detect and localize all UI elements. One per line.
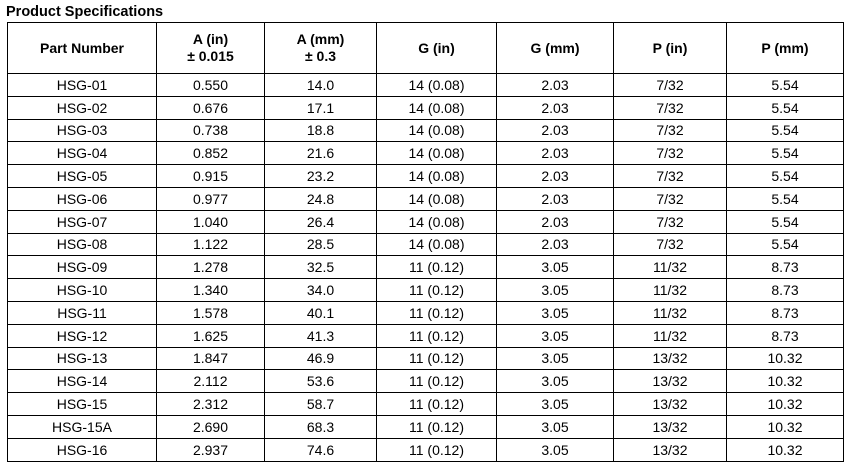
table-row xyxy=(8,256,844,279)
cell-a-mm: 26.4 xyxy=(265,210,377,233)
cell-p-in: 7/32 xyxy=(614,165,727,188)
cell-p-in: 7/32 xyxy=(614,74,727,97)
cell-g-mm: 3.05 xyxy=(497,347,614,370)
cell-g-mm: 3.05 xyxy=(497,256,614,279)
cell-part-number: HSG-03 xyxy=(8,119,157,142)
cell-g-in: 11 (0.12) xyxy=(377,324,497,347)
cell-g-mm: 2.03 xyxy=(497,142,614,165)
cell-a-mm: 53.6 xyxy=(265,370,377,393)
cell-a-in: 1.340 xyxy=(157,279,265,302)
table-row xyxy=(8,438,844,461)
cell-a-in: 2.937 xyxy=(157,438,265,461)
cell-g-in: 14 (0.08) xyxy=(377,165,497,188)
cell-g-mm: 3.05 xyxy=(497,301,614,324)
cell-g-in: 14 (0.08) xyxy=(377,74,497,97)
cell-g-in: 14 (0.08) xyxy=(377,96,497,119)
table-row xyxy=(8,96,844,119)
cell-p-mm: 10.32 xyxy=(727,393,844,416)
cell-g-mm: 3.05 xyxy=(497,324,614,347)
cell-g-in: 11 (0.12) xyxy=(377,370,497,393)
cell-p-in: 11/32 xyxy=(614,301,727,324)
cell-p-in: 7/32 xyxy=(614,187,727,210)
cell-p-mm: 5.54 xyxy=(727,96,844,119)
cell-a-mm: 74.6 xyxy=(265,438,377,461)
cell-g-mm: 3.05 xyxy=(497,438,614,461)
cell-p-mm: 8.73 xyxy=(727,324,844,347)
cell-p-in: 13/32 xyxy=(614,393,727,416)
cell-g-in: 11 (0.12) xyxy=(377,347,497,370)
page-title: Product Specifications xyxy=(6,4,164,20)
cell-p-mm: 5.54 xyxy=(727,233,844,256)
cell-part-number: HSG-02 xyxy=(8,96,157,119)
cell-a-in: 0.977 xyxy=(157,187,265,210)
header-part-number-label: Part Number xyxy=(39,39,125,56)
cell-p-in: 7/32 xyxy=(614,233,727,256)
cell-p-in: 11/32 xyxy=(614,256,727,279)
table-row xyxy=(8,165,844,188)
cell-part-number: HSG-06 xyxy=(8,187,157,210)
cell-a-in: 0.852 xyxy=(157,142,265,165)
cell-p-in: 13/32 xyxy=(614,438,727,461)
cell-g-in: 11 (0.12) xyxy=(377,393,497,416)
table-row xyxy=(8,119,844,142)
cell-p-mm: 5.54 xyxy=(727,142,844,165)
cell-a-in: 0.915 xyxy=(157,165,265,188)
cell-g-in: 14 (0.08) xyxy=(377,142,497,165)
cell-p-in: 7/32 xyxy=(614,142,727,165)
cell-g-in: 11 (0.12) xyxy=(377,301,497,324)
table-row xyxy=(8,393,844,416)
cell-p-mm: 8.73 xyxy=(727,279,844,302)
cell-a-mm: 46.9 xyxy=(265,347,377,370)
cell-g-in: 14 (0.08) xyxy=(377,187,497,210)
cell-a-mm: 58.7 xyxy=(265,393,377,416)
cell-a-mm: 34.0 xyxy=(265,279,377,302)
cell-part-number: HSG-13 xyxy=(8,347,157,370)
cell-p-in: 11/32 xyxy=(614,324,727,347)
cell-part-number: HSG-07 xyxy=(8,210,157,233)
header-g-mm-label: G (mm) xyxy=(530,39,580,56)
cell-a-mm: 24.8 xyxy=(265,187,377,210)
cell-g-in: 11 (0.12) xyxy=(377,415,497,438)
cell-part-number: HSG-09 xyxy=(8,256,157,279)
cell-g-in: 14 (0.08) xyxy=(377,210,497,233)
cell-a-in: 0.738 xyxy=(157,119,265,142)
cell-a-in: 1.040 xyxy=(157,210,265,233)
header-a-in xyxy=(157,23,265,74)
cell-p-mm: 5.54 xyxy=(727,74,844,97)
cell-p-mm: 5.54 xyxy=(727,119,844,142)
table-row xyxy=(8,370,844,393)
cell-p-mm: 5.54 xyxy=(727,210,844,233)
cell-g-mm: 2.03 xyxy=(497,119,614,142)
cell-part-number: HSG-14 xyxy=(8,370,157,393)
specifications-table xyxy=(7,22,844,462)
cell-a-in: 0.676 xyxy=(157,96,265,119)
cell-a-in: 2.112 xyxy=(157,370,265,393)
cell-a-mm: 23.2 xyxy=(265,165,377,188)
cell-p-mm: 5.54 xyxy=(727,187,844,210)
table-row xyxy=(8,142,844,165)
cell-a-in: 2.312 xyxy=(157,393,265,416)
cell-g-mm: 2.03 xyxy=(497,74,614,97)
cell-g-in: 11 (0.12) xyxy=(377,256,497,279)
table-row xyxy=(8,74,844,97)
header-p-in xyxy=(614,23,727,74)
cell-p-in: 7/32 xyxy=(614,96,727,119)
header-g-in xyxy=(377,23,497,74)
cell-part-number: HSG-16 xyxy=(8,438,157,461)
table-row xyxy=(8,187,844,210)
cell-g-mm: 2.03 xyxy=(497,165,614,188)
table-row xyxy=(8,324,844,347)
table-row xyxy=(8,301,844,324)
cell-g-mm: 3.05 xyxy=(497,415,614,438)
cell-part-number: HSG-15 xyxy=(8,393,157,416)
cell-g-mm: 3.05 xyxy=(497,393,614,416)
cell-a-in: 1.847 xyxy=(157,347,265,370)
cell-part-number: HSG-11 xyxy=(8,301,157,324)
cell-a-mm: 32.5 xyxy=(265,256,377,279)
cell-part-number: HSG-04 xyxy=(8,142,157,165)
header-part-number xyxy=(8,23,157,74)
cell-g-in: 11 (0.12) xyxy=(377,279,497,302)
cell-part-number: HSG-10 xyxy=(8,279,157,302)
cell-part-number: HSG-15A xyxy=(8,415,157,438)
cell-part-number: HSG-08 xyxy=(8,233,157,256)
cell-p-in: 13/32 xyxy=(614,347,727,370)
cell-g-mm: 2.03 xyxy=(497,96,614,119)
cell-a-mm: 40.1 xyxy=(265,301,377,324)
table-row xyxy=(8,279,844,302)
cell-part-number: HSG-01 xyxy=(8,74,157,97)
cell-a-mm: 41.3 xyxy=(265,324,377,347)
cell-part-number: HSG-05 xyxy=(8,165,157,188)
cell-p-in: 7/32 xyxy=(614,119,727,142)
cell-p-mm: 5.54 xyxy=(727,165,844,188)
cell-p-mm: 10.32 xyxy=(727,347,844,370)
cell-a-mm: 17.1 xyxy=(265,96,377,119)
cell-a-mm: 28.5 xyxy=(265,233,377,256)
cell-a-mm: 68.3 xyxy=(265,415,377,438)
cell-g-in: 11 (0.12) xyxy=(377,438,497,461)
cell-a-mm: 21.6 xyxy=(265,142,377,165)
cell-g-mm: 2.03 xyxy=(497,233,614,256)
cell-g-mm: 3.05 xyxy=(497,370,614,393)
table-row xyxy=(8,347,844,370)
table-row xyxy=(8,415,844,438)
table-row xyxy=(8,210,844,233)
header-g-in-label: G (in) xyxy=(418,39,455,56)
cell-a-mm: 18.8 xyxy=(265,119,377,142)
cell-g-mm: 2.03 xyxy=(497,187,614,210)
cell-g-in: 14 (0.08) xyxy=(377,233,497,256)
cell-a-in: 1.578 xyxy=(157,301,265,324)
cell-p-mm: 8.73 xyxy=(727,301,844,324)
table-body xyxy=(8,74,844,462)
cell-p-in: 13/32 xyxy=(614,415,727,438)
header-p-in-label: P (in) xyxy=(652,39,688,56)
table-row xyxy=(8,233,844,256)
header-a-in-tolerance: ± 0.015 xyxy=(187,48,234,64)
header-p-mm-label: P (mm) xyxy=(761,39,809,56)
header-g-mm xyxy=(497,23,614,74)
cell-a-in: 1.625 xyxy=(157,324,265,347)
header-row xyxy=(8,23,844,74)
cell-a-in: 0.550 xyxy=(157,74,265,97)
cell-g-in: 14 (0.08) xyxy=(377,119,497,142)
cell-p-in: 11/32 xyxy=(614,279,727,302)
header-a-in-label: A (in) xyxy=(192,31,229,47)
cell-p-in: 13/32 xyxy=(614,370,727,393)
cell-p-in: 7/32 xyxy=(614,210,727,233)
cell-p-mm: 8.73 xyxy=(727,256,844,279)
cell-a-in: 2.690 xyxy=(157,415,265,438)
header-a-mm-label: A (mm) xyxy=(296,31,345,47)
table-header xyxy=(8,23,844,74)
cell-g-mm: 2.03 xyxy=(497,210,614,233)
cell-g-mm: 3.05 xyxy=(497,279,614,302)
header-a-mm-tolerance: ± 0.3 xyxy=(304,48,337,64)
cell-p-mm: 10.32 xyxy=(727,415,844,438)
cell-part-number: HSG-12 xyxy=(8,324,157,347)
cell-p-mm: 10.32 xyxy=(727,370,844,393)
header-a-mm xyxy=(265,23,377,74)
cell-p-mm: 10.32 xyxy=(727,438,844,461)
header-p-mm xyxy=(727,23,844,74)
cell-a-mm: 14.0 xyxy=(265,74,377,97)
cell-a-in: 1.122 xyxy=(157,233,265,256)
cell-a-in: 1.278 xyxy=(157,256,265,279)
